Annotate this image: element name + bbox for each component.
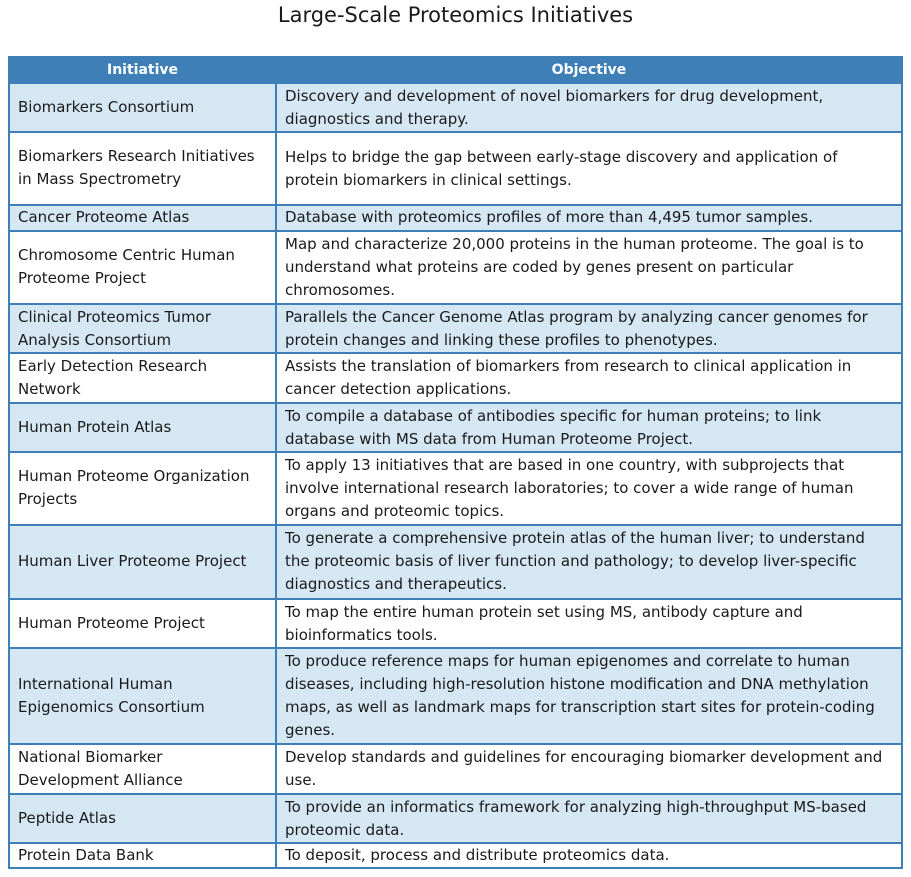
- initiative-cell: International Human Epigenomics Consortium: [10, 649, 275, 743]
- table-row: [10, 649, 901, 743]
- objective-cell: Helps to bridge the gap between early-stage discovery and application of protein biomarkers in clinical settings.: [277, 133, 901, 203]
- initiative-cell: Clinical Proteomics Tumor Analysis Consortium: [10, 305, 275, 352]
- initiative-cell: Biomarkers Consortium: [10, 84, 275, 131]
- initiative-cell: Early Detection Research Network: [10, 354, 275, 401]
- initiative-cell: Peptide Atlas: [10, 795, 275, 842]
- initiative-cell: National Biomarker Development Alliance: [10, 745, 275, 792]
- initiative-cell: Chromosome Centric Human Proteome Project: [10, 232, 275, 303]
- table-row: [10, 600, 901, 647]
- table-row: [10, 404, 901, 451]
- header-objective: Objective: [277, 58, 901, 82]
- objective-cell: To produce reference maps for human epigenomes and correlate to human diseases, including high-resolution histone modification and DNA methylation maps, as well as landmark maps for transcription start sites for protein-coding genes.: [277, 649, 901, 743]
- objective-cell: To generate a comprehensive protein atlas of the human liver; to understand the proteomic basis of liver function and pathology; to develop liver-specific diagnostics and therapeutics.: [277, 526, 901, 597]
- initiative-cell: Human Proteome Project: [10, 600, 275, 647]
- objective-cell: Database with proteomics profiles of more than 4,495 tumor samples.: [277, 206, 901, 230]
- objective-cell: Assists the translation of biomarkers from research to clinical application in cancer detection applications.: [277, 354, 901, 401]
- initiative-cell: Protein Data Bank: [10, 844, 275, 867]
- table-row: [10, 232, 901, 303]
- initiatives-table-container: [8, 56, 903, 869]
- table-row: [10, 206, 901, 230]
- objective-cell: Map and characterize 20,000 proteins in the human proteome. The goal is to understand what proteins are coded by genes present on particular chromosomes.: [277, 232, 901, 303]
- table-row: [10, 354, 901, 401]
- initiatives-table: [8, 56, 903, 869]
- initiative-cell: Human Proteome Organization Projects: [10, 453, 275, 524]
- table-row: [10, 844, 901, 867]
- table-row: [10, 453, 901, 524]
- initiative-cell: Human Liver Proteome Project: [10, 526, 275, 597]
- objective-cell: To apply 13 initiatives that are based in one country, with subprojects that involve international research laboratories; to cover a wide range of human organs and proteomic topics.: [277, 453, 901, 524]
- objective-cell: To deposit, process and distribute proteomics data.: [277, 844, 901, 867]
- objective-cell: Parallels the Cancer Genome Atlas program by analyzing cancer genomes for protein changes and linking these profiles to phenotypes.: [277, 305, 901, 352]
- objective-cell: To provide an informatics framework for analyzing high-throughput MS-based proteomic data.: [277, 795, 901, 842]
- objective-cell: To compile a database of antibodies specific for human proteins; to link database with MS data from Human Proteome Project.: [277, 404, 901, 451]
- table-row: [10, 84, 901, 131]
- initiative-cell: Cancer Proteome Atlas: [10, 206, 275, 230]
- initiative-cell: Human Protein Atlas: [10, 404, 275, 451]
- table-header-row: [10, 58, 901, 82]
- initiative-cell: Biomarkers Research Initiatives in Mass Spectrometry: [10, 133, 275, 203]
- table-row: [10, 795, 901, 842]
- page-title: Large-Scale Proteomics Initiatives: [277, 3, 634, 27]
- table-row: [10, 745, 901, 792]
- objective-cell: Discovery and development of novel biomarkers for drug development, diagnostics and therapy.: [277, 84, 901, 131]
- header-initiative: Initiative: [10, 58, 275, 82]
- objective-cell: Develop standards and guidelines for encouraging biomarker development and use.: [277, 745, 901, 792]
- objective-cell: To map the entire human protein set using MS, antibody capture and bioinformatics tools.: [277, 600, 901, 647]
- table-row: [10, 133, 901, 203]
- table-row: [10, 526, 901, 597]
- table-row: [10, 305, 901, 352]
